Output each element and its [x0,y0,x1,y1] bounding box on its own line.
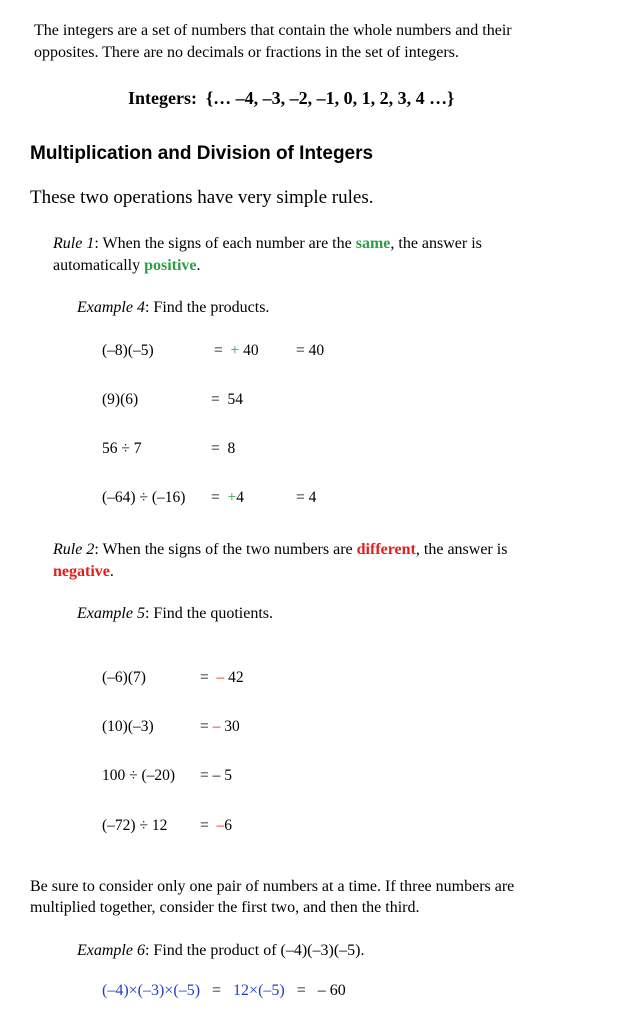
equals-sign: = [296,342,305,359]
rule-1-text-a: : When the signs of each number are the [94,235,356,252]
closing-line-2: multiplied together, consider the first two, and then the third. [30,899,420,916]
rule-1-line2-highlight: positive [144,257,197,274]
rule-1-text-b: , the answer is [390,235,482,252]
row-value: 30 [224,718,240,735]
rule-1-line-2 [53,255,201,277]
example-6-label: Example 6 [77,942,145,959]
integers-set [128,86,454,110]
example-4-row-4-result [211,487,244,508]
row-final: 4 [308,489,317,506]
example-5-text: : Find the quotients. [144,605,273,622]
intro-line-1: The integers are a set of numbers that contain the whole numbers and their [34,22,512,39]
minus-sign: – [212,718,221,735]
intro-line-2: opposites. There are no decimals or fractions in the set of integers. [34,44,459,61]
rule-2-line2-highlight: negative [53,563,110,580]
section-subtitle: These two operations have very simple rules. [30,187,374,208]
example-4-row-3-result [211,438,235,459]
minus-sign: – [216,669,225,686]
equals-sign: = [212,982,222,999]
rule-2-text-a: : When the signs of the two numbers are [94,541,357,558]
rule-1-line-1 [53,233,482,255]
row-value: 5 [224,767,232,784]
equals-sign: = [211,440,220,457]
example-5-row-3-expr: 100 ÷ (–20) [102,767,176,784]
rule-2-highlight: different [356,541,416,558]
example-5-row-1-result [200,667,244,688]
example-5-row-4-result [200,815,232,836]
rule-1-line2-a: automatically [53,257,145,274]
example-5-row-3-result [200,765,232,786]
equals-sign: = [211,391,220,408]
equals-sign: = [200,718,209,735]
example-4-row-2-result [211,389,243,410]
example-4-label: Example 4 [77,299,145,316]
equals-sign: = [296,489,305,506]
section-title: Multiplication and Division of Integers [30,143,374,164]
example-5-row-2-expr: (10)(–3) [102,718,154,735]
plus-sign: + [227,489,237,506]
example-4-heading [77,297,269,319]
row-value: 8 [227,440,236,457]
equals-sign: = [200,767,209,784]
example-6-expr: (–4)×(–3)×(–5) [102,982,201,999]
example-4-row-1-final [296,340,324,361]
plus-sign: + [230,342,240,359]
example-6-middle: 12×(–5) [233,982,285,999]
rule-1-highlight: same [355,235,391,252]
integers-values: {… –4, –3, –2, –1, 0, 1, 2, 3, 4 …} [205,88,455,108]
example-4-row-1-expr: (–8)(–5) [102,342,154,359]
example-5-row-4-expr: (–72) ÷ 12 [102,817,168,834]
example-6-heading [77,940,365,962]
example-5-label: Example 5 [77,605,145,622]
rule-1-line2-b: . [196,257,201,274]
example-4-row-3-expr: 56 ÷ 7 [102,440,142,457]
row-value: 6 [224,817,232,834]
minus-sign: – [216,817,225,834]
example-5-row-1-expr: (–6)(7) [102,669,146,686]
rule-2-line-2 [53,561,114,583]
example-6-text: : Find the product of (–4)(–3)(–5). [144,942,365,959]
rule-2-line-1 [53,539,507,561]
row-value: 54 [227,391,243,408]
integers-label: Integers: [128,88,197,108]
closing-line-1: Be sure to consider only one pair of numbers at a time. If three numbers are [30,878,515,895]
example-6-result: – 60 [317,982,346,999]
rule-2-label: Rule 2 [53,541,95,558]
rule-1-label: Rule 1 [53,235,95,252]
equals-sign: = [211,489,220,506]
example-4-row-4-expr: (–64) ÷ (–16) [102,489,186,506]
example-5-row-2-result [200,716,240,737]
equals-sign: = [200,817,209,834]
example-6-solution [102,980,346,1002]
minus-sign: – [212,767,221,784]
row-value: 42 [228,669,244,686]
example-4-row-4-final [296,487,316,508]
row-value: 4 [236,489,244,506]
rule-2-text-b: , the answer is [415,541,508,558]
row-value: 40 [243,342,259,359]
example-5-heading [77,603,273,625]
rule-2-line2-b: . [109,563,114,580]
example-4-row-2-expr: (9)(6) [102,391,139,408]
equals-sign: = [214,342,223,359]
example-4-text: : Find the products. [144,299,270,316]
equals-sign: = [296,982,306,999]
row-final: 40 [308,342,325,359]
example-4-row-1-result [214,340,259,361]
equals-sign: = [200,669,209,686]
